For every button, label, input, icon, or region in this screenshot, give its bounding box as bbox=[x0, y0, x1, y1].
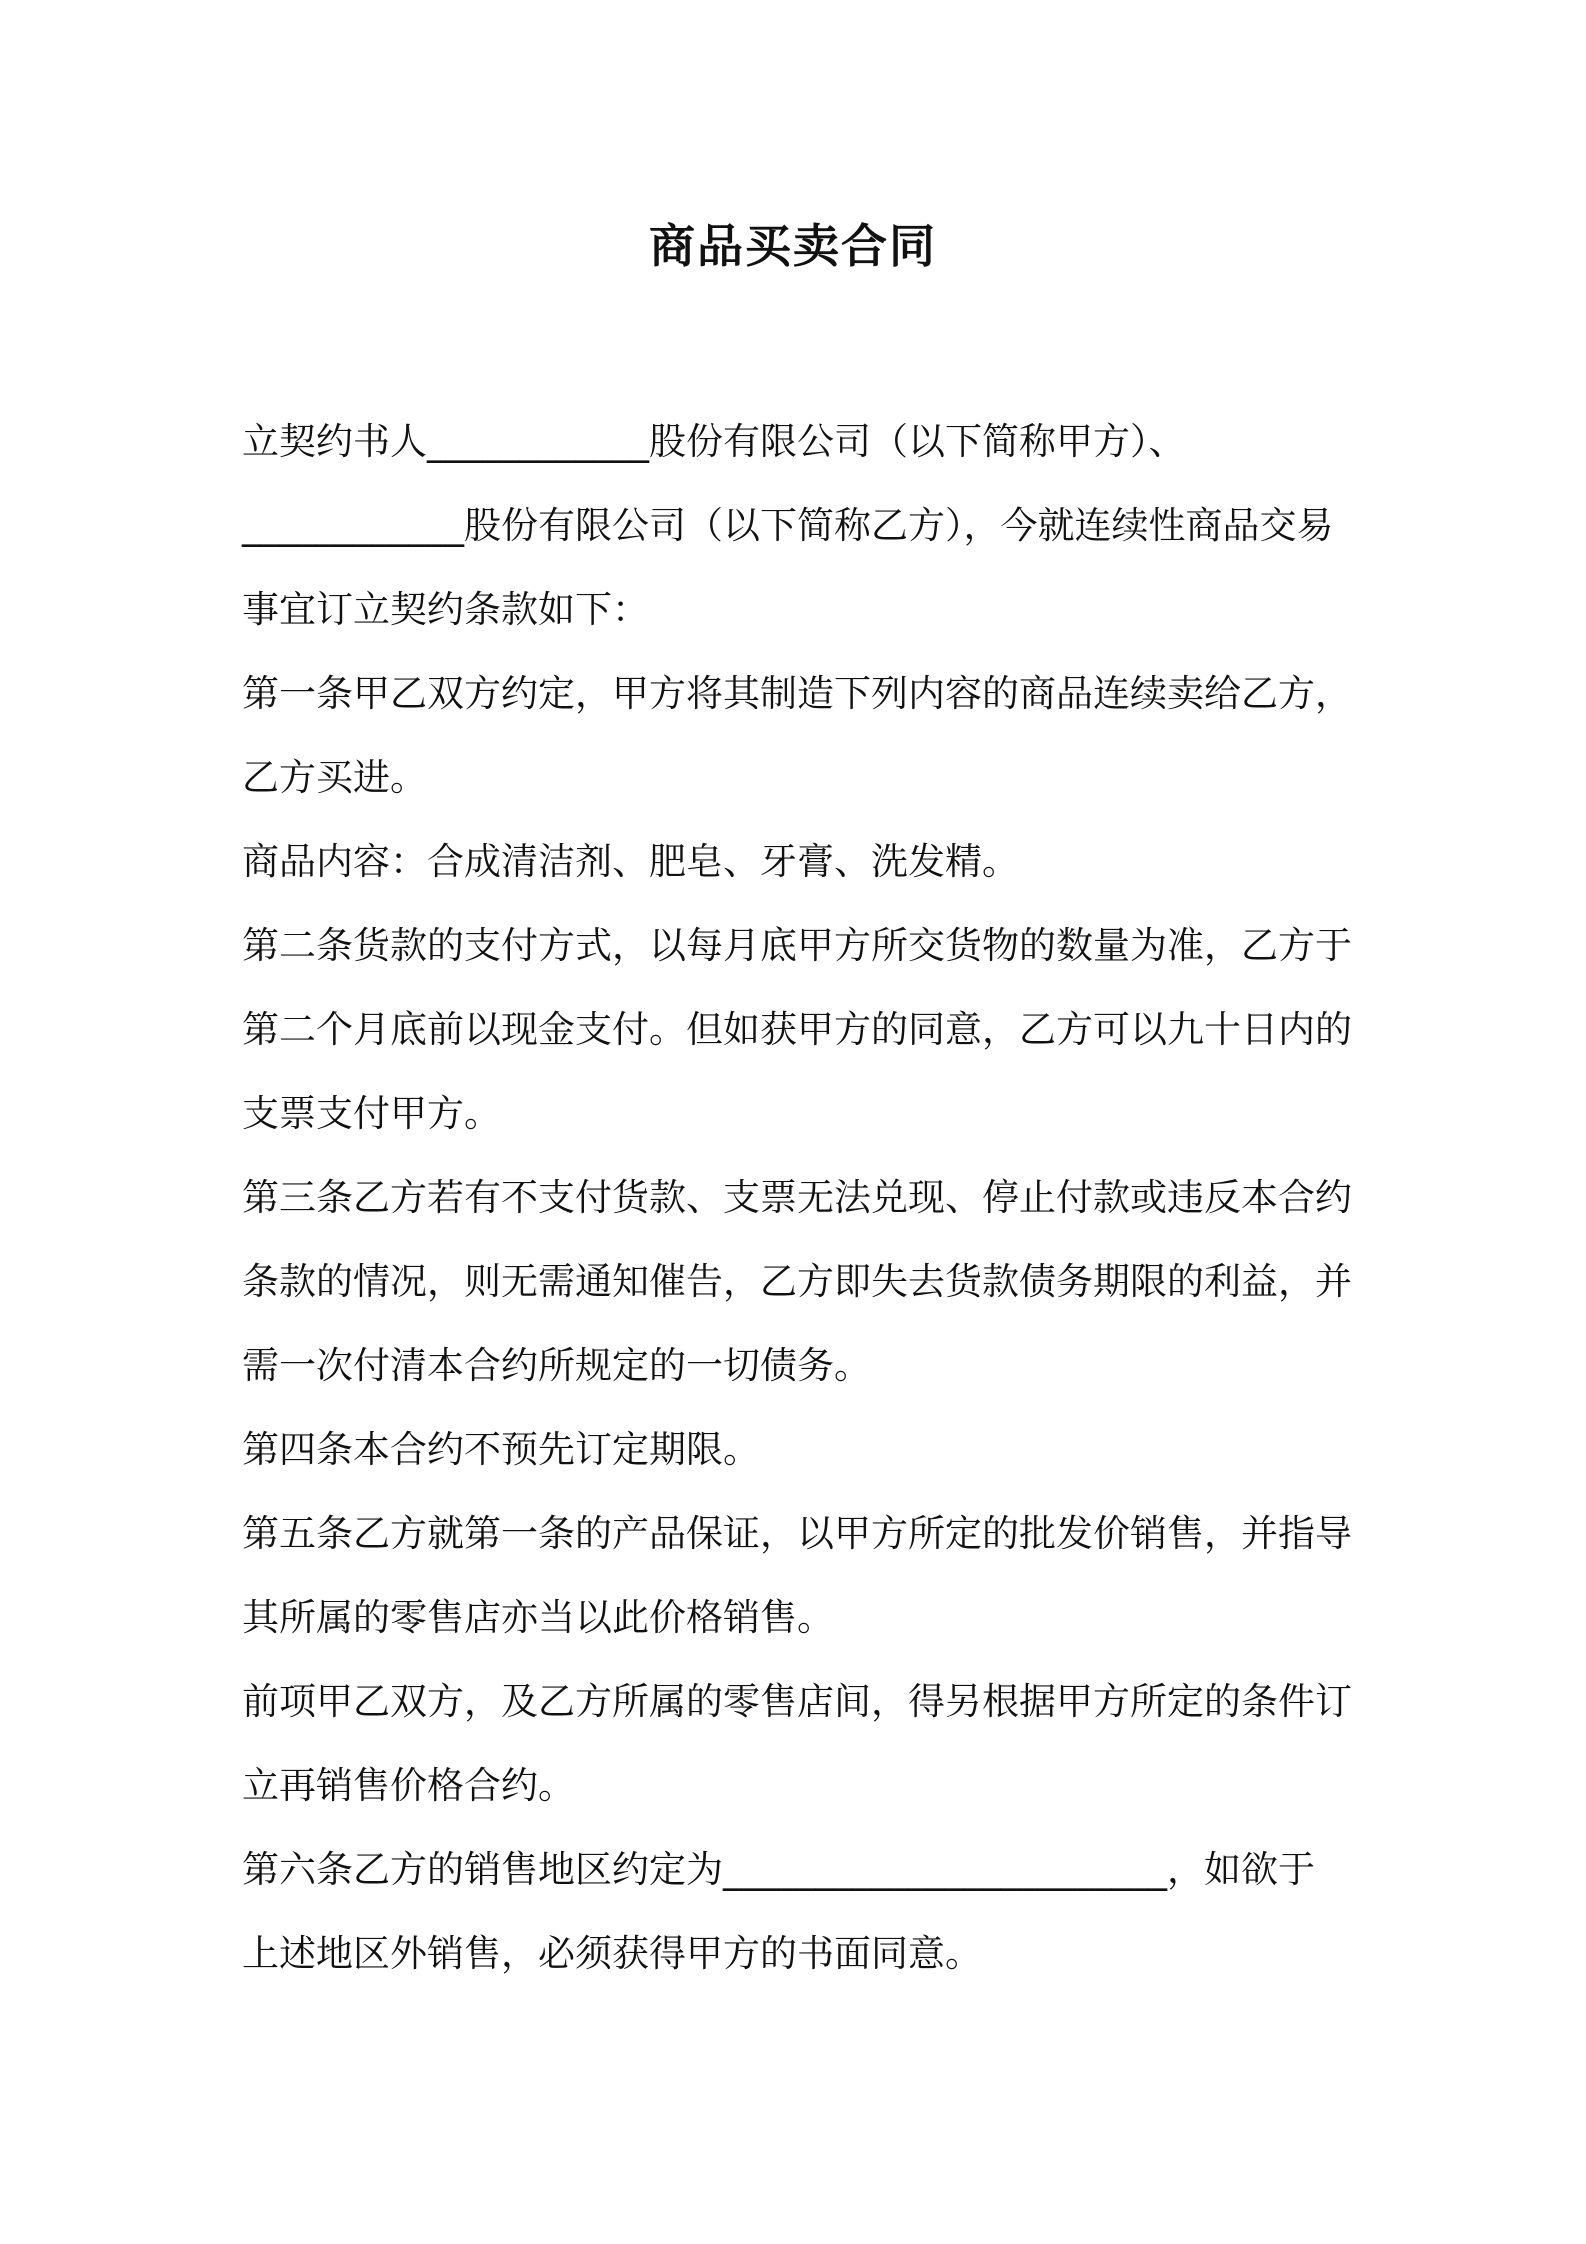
text-line: 需一次付清本合约所规定的一切债务。 bbox=[242, 1344, 871, 1387]
text-line: 第四条本合约不预先订定期限。 bbox=[242, 1428, 760, 1471]
contract-body bbox=[242, 400, 1357, 1996]
text-line: 商品内容：合成清洁剂、肥皂、牙膏、洗发精。 bbox=[242, 840, 1019, 883]
text-line: 前项甲乙双方，及乙方所属的零售店间，得另根据甲方所定的条件订 bbox=[242, 1680, 1352, 1723]
paragraph-article-3 bbox=[242, 1156, 1357, 1408]
text-line: 第六条乙方的销售地区约定为________________________，如欲于 bbox=[242, 1848, 1315, 1891]
paragraph-article-5-supplement bbox=[242, 1660, 1357, 1828]
text-line: 第三条乙方若有不支付货款、支票无法兑现、停止付款或违反本合约 bbox=[242, 1176, 1352, 1219]
paragraph-goods-content bbox=[242, 820, 1357, 904]
text-line: 上述地区外销售，必须获得甲方的书面同意。 bbox=[242, 1932, 982, 1975]
text-line: 立再销售价格合约。 bbox=[242, 1764, 575, 1807]
text-line: 支票支付甲方。 bbox=[242, 1092, 501, 1135]
text-line: 事宜订立契约条款如下： bbox=[242, 588, 649, 631]
paragraph-article-1 bbox=[242, 652, 1357, 820]
text-line: 其所属的零售店亦当以此价格销售。 bbox=[242, 1596, 834, 1639]
text-line: 第一条甲乙双方约定，甲方将其制造下列内容的商品连续卖给乙方， bbox=[242, 672, 1352, 715]
text-line: 第二个月底前以现金支付。但如获甲方的同意，乙方可以九十日内的 bbox=[242, 1008, 1352, 1051]
paragraph-article-5 bbox=[242, 1492, 1357, 1660]
text-line: 第五条乙方就第一条的产品保证，以甲方所定的批发价销售，并指导 bbox=[242, 1512, 1352, 1555]
text-line: 第二条货款的支付方式，以每月底甲方所交货物的数量为准，乙方于 bbox=[242, 924, 1352, 967]
document-title: 商品买卖合同 bbox=[649, 219, 937, 273]
paragraph-article-4 bbox=[242, 1408, 1357, 1492]
text-line: 条款的情况，则无需通知催告，乙方即失去货款债务期限的利益，并 bbox=[242, 1260, 1352, 1303]
text-line: ____________股份有限公司（以下简称乙方），今就连续性商品交易 bbox=[242, 504, 1334, 547]
paragraph-article-2 bbox=[242, 904, 1357, 1156]
text-line: 立契约书人____________股份有限公司（以下简称甲方）、 bbox=[242, 420, 1186, 463]
paragraph-parties bbox=[242, 400, 1357, 652]
text-line: 乙方买进。 bbox=[242, 756, 427, 799]
paragraph-article-6 bbox=[242, 1828, 1357, 1996]
